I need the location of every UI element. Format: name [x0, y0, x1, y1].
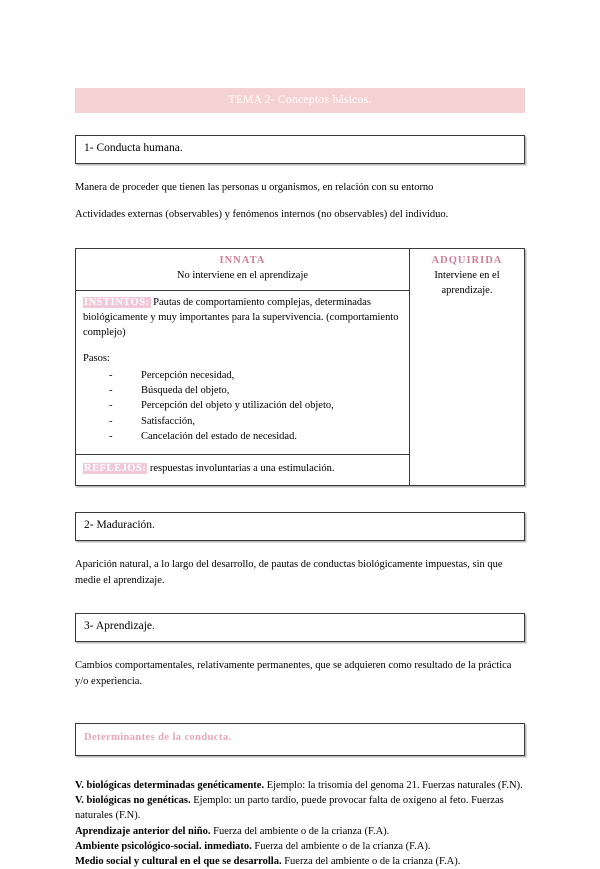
- instintos-cell: [76, 291, 410, 455]
- aprendizaje-paragraph: Cambios comportamentales, relativamente permanentes, que se adquieren como resultado de la práctica y/o experiencia.: [75, 660, 512, 688]
- list-item: - Satisfacción,: [109, 414, 402, 429]
- maduracion-paragraph: Aparición natural, a lo largo del desarrollo, de pautas de conductas biológicamente impuestas, sin que medie el aprendizaje.: [75, 558, 503, 586]
- adquirida-subheader-label: Interviene en el aprendizaje.: [434, 270, 500, 297]
- conducta-humana-paragraph-1: Manera de proceder que tienen las personas u organismos, en relación con su entorno: [75, 182, 434, 193]
- conduct-classification-table: [75, 248, 525, 486]
- list-item: - Percepción del objeto y utilización del objeto,: [109, 398, 402, 413]
- determinant-label: Aprendizaje anterior del niño.: [75, 825, 211, 837]
- list-item: - Cancelación del estado de necesidad.: [109, 429, 402, 444]
- list-item: [75, 839, 525, 854]
- pasos-list: [83, 368, 402, 444]
- innata-subheader-label: No interviene en el aprendizaje: [176, 270, 309, 282]
- list-item: [75, 793, 525, 823]
- adquirida-cell: [409, 248, 524, 485]
- spacer: [75, 236, 525, 248]
- section-heading-aprendizaje: 3- Aprendizaje.: [75, 613, 525, 642]
- innata-header-cell: [76, 248, 410, 291]
- conducta-humana-paragraph-2: Actividades externas (observables) y fenómenos internos (no observables) del individuo.: [75, 208, 449, 220]
- section-heading-maduracion: 2- Maduración.: [75, 512, 525, 541]
- pasos-label: Pasos:: [83, 353, 110, 365]
- instintos-definition: [83, 296, 402, 341]
- determinant-label: V. biológicas no genéticas.: [75, 795, 191, 807]
- document-content: [75, 88, 525, 869]
- determinant-label: V. biológicas determinadas genéticamente.: [75, 779, 265, 791]
- reflejos-description: respuestas involuntarias a una estimulación.: [147, 463, 335, 475]
- spacer: [75, 703, 525, 723]
- document-title-banner: TEMA 2- Conceptos básicos.: [75, 88, 525, 113]
- instintos-label: INSTINTOS:: [84, 297, 150, 309]
- determinants-list: [75, 778, 525, 869]
- table-row-headers: [76, 248, 525, 291]
- adquirida-header-label: ADQUIRIDA: [431, 254, 503, 266]
- determinant-description: Fuerza del ambiente o de la crianza (F.A).: [251, 840, 431, 852]
- determinant-description: Fuerza del ambiente o de la crianza (F.A).: [210, 825, 390, 837]
- spacer: [75, 601, 525, 613]
- innata-header-label: INNATA: [219, 254, 266, 266]
- determinant-description: Ejemplo: la trisomía del genoma 21. Fuerzas naturales (F.N).: [264, 779, 523, 791]
- determinant-label: Medio social y cultural en el que se desarrolla.: [75, 856, 282, 868]
- reflejos-label: REFLEJOS:: [84, 463, 147, 475]
- list-item: [75, 824, 525, 839]
- determinant-description: Fuerza del ambiente o de la crianza (F.A).: [281, 856, 461, 868]
- determinant-label: Ambiente psicológico-social. inmediato.: [75, 840, 252, 852]
- section-heading-determinantes: Determinantes de la conducta.: [75, 723, 525, 756]
- list-item: [75, 854, 525, 869]
- determinant-description: Ejemplo: un parto tardío, puede provocar falta de oxígeno al feto. Fuerzas naturales (F.N).: [75, 795, 504, 822]
- list-item: [75, 778, 525, 793]
- section-heading-conducta-humana: 1- Conducta humana.: [75, 135, 525, 164]
- list-item: - Percepción necesidad,: [109, 368, 402, 383]
- instintos-description: Pautas de comportamiento complejas, determinadas biológicamente y muy importantes para la supervivencia. (comportamiento complejo): [83, 297, 399, 339]
- list-item: - Búsqueda del objeto,: [109, 383, 402, 398]
- reflejos-cell: [76, 455, 410, 486]
